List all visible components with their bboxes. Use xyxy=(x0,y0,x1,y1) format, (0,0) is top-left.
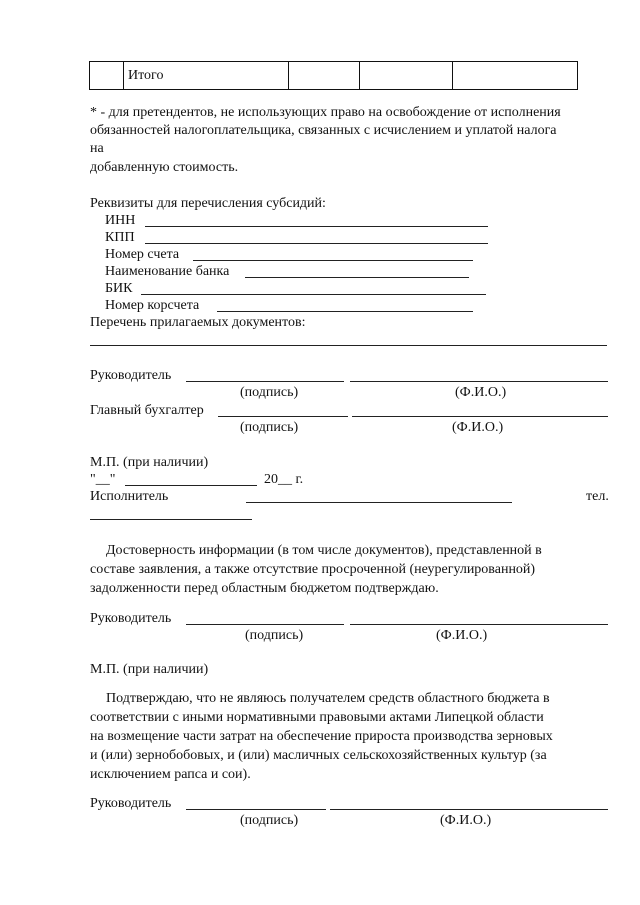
docs-field[interactable] xyxy=(90,345,607,346)
phone-label: тел. xyxy=(586,489,609,504)
name-caption: (Ф.И.О.) xyxy=(455,385,507,400)
inn-label: ИНН xyxy=(105,213,136,228)
signature-caption: (подпись) xyxy=(240,420,299,435)
executor-field[interactable] xyxy=(246,502,512,503)
table-cell xyxy=(453,62,578,90)
table-cell-number xyxy=(90,62,124,90)
docs-label: Перечень прилагаемых документов: xyxy=(90,315,306,330)
head-signature-field[interactable] xyxy=(186,809,326,810)
head-label: Руководитель xyxy=(90,796,172,811)
stamp-label: М.П. (при наличии) xyxy=(90,455,209,470)
head-label: Руководитель xyxy=(90,611,172,626)
head-name-field[interactable] xyxy=(330,809,608,810)
phone-field[interactable] xyxy=(90,519,252,520)
paragraph-line: исключением рапса и сои). xyxy=(90,767,251,782)
executor-label: Исполнитель xyxy=(90,489,169,504)
paragraph-line: Подтверждаю, что не являюсь получателем средств областного бюджета в xyxy=(106,691,550,706)
paragraph-line: соответствии с иными нормативными правовыми актами Липецкой области xyxy=(90,710,544,725)
name-caption: (Ф.И.О.) xyxy=(436,628,488,643)
head-name-field[interactable] xyxy=(350,381,608,382)
paragraph-line: и (или) зернобобовых, и (или) масличных сельскохозяйственных культур (за xyxy=(90,748,547,763)
head-signature-field[interactable] xyxy=(186,381,344,382)
accountant-signature-field[interactable] xyxy=(218,416,348,417)
footnote-line: на xyxy=(90,141,104,156)
confirmation-paragraph xyxy=(90,689,612,784)
name-caption: (Ф.И.О.) xyxy=(452,420,504,435)
paragraph-line: на возмещение части затрат на обеспечение прироста производства зерновых xyxy=(90,729,553,744)
signature-caption: (подпись) xyxy=(240,813,299,828)
confirmation-paragraph xyxy=(90,541,612,598)
account-field[interactable] xyxy=(193,260,473,261)
paragraph-line: задолженности перед областным бюджетом подтверждаю. xyxy=(90,581,439,596)
bank-field[interactable] xyxy=(245,277,469,278)
kpp-field[interactable] xyxy=(145,243,488,244)
stamp-label: М.П. (при наличии) xyxy=(90,662,209,677)
head-signature-field[interactable] xyxy=(186,624,344,625)
table-cell xyxy=(360,62,453,90)
totals-table xyxy=(89,61,578,90)
kpp-label: КПП xyxy=(105,230,135,245)
footnote-line: * - для претендентов, не использующих право на освобождение от исполнения xyxy=(90,105,561,120)
account-label: Номер счета xyxy=(105,247,180,262)
head-name-field[interactable] xyxy=(350,624,608,625)
bik-label: БИК xyxy=(105,281,133,296)
signature-caption: (подпись) xyxy=(245,628,304,643)
accountant-label: Главный бухгалтер xyxy=(90,403,204,418)
bank-label: Наименование банка xyxy=(105,264,230,279)
corr-field[interactable] xyxy=(217,311,473,312)
requisites-heading: Реквизиты для перечисления субсидий: xyxy=(90,196,326,211)
footnote-line: добавленную стоимость. xyxy=(90,160,239,175)
date-year: 20__ г. xyxy=(264,472,304,487)
paragraph-line: Достоверность информации (в том числе документов), представленной в xyxy=(106,543,542,558)
table-row xyxy=(90,62,578,90)
head-label: Руководитель xyxy=(90,368,172,383)
corr-label: Номер корсчета xyxy=(105,298,200,313)
accountant-name-field[interactable] xyxy=(352,416,608,417)
signature-caption: (подпись) xyxy=(240,385,299,400)
date-day: "__" xyxy=(90,472,116,487)
inn-field[interactable] xyxy=(145,226,488,227)
name-caption: (Ф.И.О.) xyxy=(440,813,492,828)
footnote-line: обязанностей налогоплательщика, связанных с исчислением и уплатой налога xyxy=(90,123,557,138)
date-month-field[interactable] xyxy=(125,485,257,486)
paragraph-line: составе заявления, а также отсутствие просроченной (неурегулированной) xyxy=(90,562,536,577)
bik-field[interactable] xyxy=(141,294,486,295)
table-cell-total-label: Итого xyxy=(124,62,289,90)
table-cell xyxy=(289,62,360,90)
